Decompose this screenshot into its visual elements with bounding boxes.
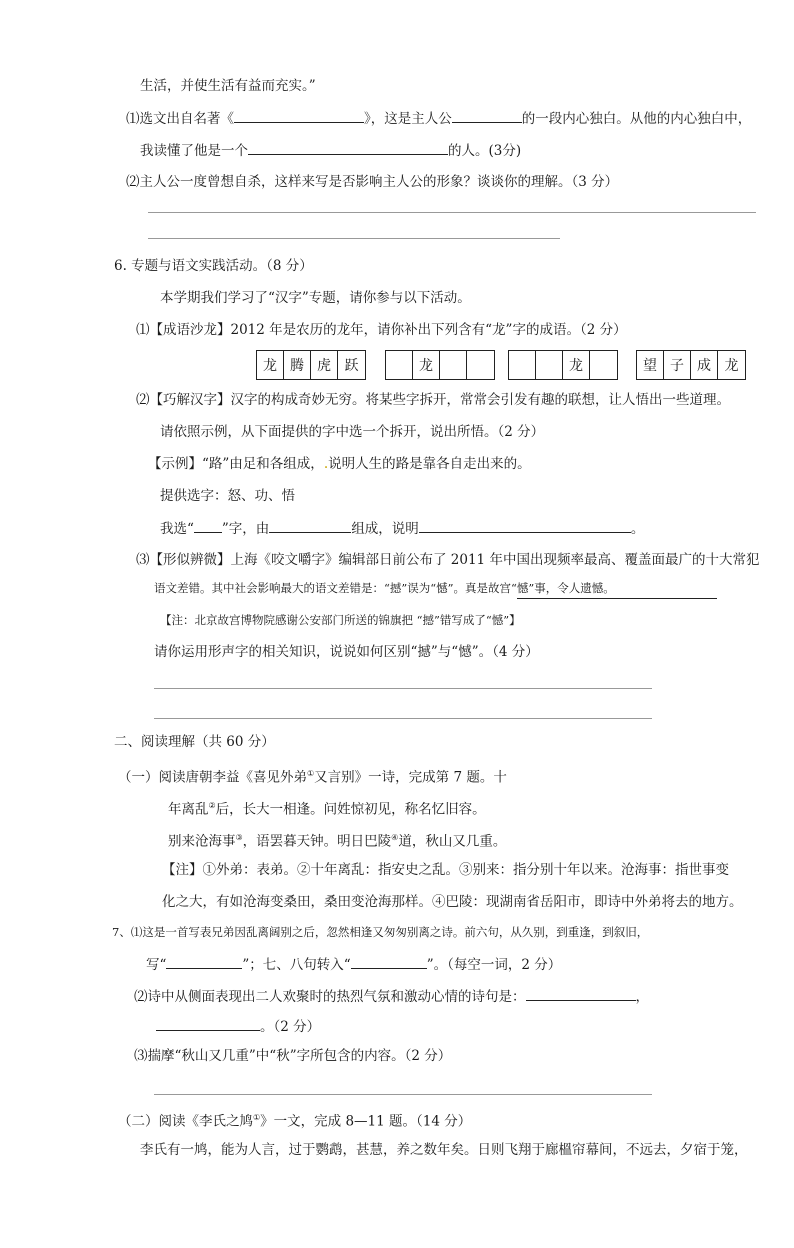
idiom-grid-2 xyxy=(385,350,495,380)
question-1 xyxy=(126,108,751,129)
sub-question-2: ⑵【巧解汉字】汉字的构成奇妙无穷。将某些字拆开，常常会引发有趣的联想，让人悟出一些道理。 xyxy=(136,392,730,408)
grid-cell: 成 xyxy=(691,351,718,379)
q7b-a: 写“ xyxy=(146,957,167,973)
sub-question-3-ask: 请你运用形声字的相关知识，说说如何区别“撼”与“憾”。（4 分） xyxy=(154,644,539,660)
example-text-a: 【示例】“路”由足和各组成， xyxy=(148,456,324,472)
q7c-text: ⑵诗中从侧面表现出二人欢聚时的热烈气氛和激动心情的诗句是： xyxy=(134,989,526,1005)
poem-line-2 xyxy=(168,828,506,852)
footnote-mark: ① xyxy=(307,769,315,778)
q7b-b: ”；七、八句转入“ xyxy=(242,957,351,973)
section-2-title: 二、阅读理解（共 60 分） xyxy=(114,734,275,750)
answer-blank[interactable] xyxy=(526,986,636,1001)
r1-b: 又言别》一诗，完成第 7 题。十 xyxy=(314,769,507,786)
grid-cell: 子 xyxy=(664,351,691,379)
grid-cell: 望 xyxy=(637,351,664,379)
poem1-a: 年离乱 xyxy=(168,801,209,818)
provided-chars: 提供选字：怒、功、悟 xyxy=(160,488,295,504)
sub-question-2-instr: 请依照示例，从下面提供的字中选一个拆开，说出所悟。（2 分） xyxy=(160,424,545,440)
p3b-underlined: 憾”事，令人遗憾。 xyxy=(517,578,717,599)
answer-blank[interactable] xyxy=(419,518,631,533)
grid-cell-blank[interactable] xyxy=(590,351,617,379)
poem2-b: ，语罢暮天钟。明日巴陵 xyxy=(242,833,392,850)
grid-cell: 腾 xyxy=(284,351,311,379)
idiom-grid-1 xyxy=(256,350,366,380)
q1-text-c: 的一段内心独白。从他的内心独白中， xyxy=(521,111,752,127)
r2-a: （二）阅读《李氏之鸠 xyxy=(118,1113,253,1130)
idiom-grid-3 xyxy=(508,350,618,380)
grid-cell: 龙 xyxy=(257,351,284,379)
answer-line[interactable] xyxy=(154,718,652,719)
sub-question-3-cont xyxy=(154,578,717,599)
ans-b: ”字，由 xyxy=(221,521,270,537)
poem2-c: 道，秋山又几重。 xyxy=(398,833,507,850)
question-1-cont xyxy=(140,140,521,161)
grid-cell: 虎 xyxy=(311,351,338,379)
answer-line[interactable] xyxy=(154,688,652,689)
poem2-a: 别来沧海事 xyxy=(168,833,236,850)
question-7-3: ⑶揣摩“秋山又几重”中“秋”字所包含的内容。（2 分） xyxy=(134,1048,452,1064)
poem-notes-1: 【注】①外弟：表弟。②十年离乱：指安史之乱。③别来：指分别十年以来。沧海事：指世事变 xyxy=(162,862,729,878)
poem-line-1 xyxy=(168,796,486,820)
footnote-mark: ③ xyxy=(235,833,243,842)
answer-blank[interactable] xyxy=(269,518,351,533)
q1-text-e: 的人。(3分) xyxy=(448,143,522,159)
r2-b: 》一文，完成 8—11 题。（14 分） xyxy=(260,1113,472,1130)
grid-cell: 龙 xyxy=(413,351,440,379)
answer-line[interactable] xyxy=(148,212,756,213)
answer-blank[interactable] xyxy=(452,108,522,123)
question-7-1: 7、⑴这是一首写表兄弟因乱离阔别之后，忽然相逢又匆匆别离之诗。前六句，从久别，到重逢，到叙旧， xyxy=(112,925,649,939)
answer-blank[interactable] xyxy=(234,108,364,123)
q1-text-a: ⑴选文出自名著《 xyxy=(126,111,234,127)
answer-blank[interactable] xyxy=(194,518,222,533)
section-6-intro: 本学期我们学习了“汉字”专题，请你参与以下活动。 xyxy=(160,290,471,306)
example-text-b: 说明人生的路是靠各自走出来的。 xyxy=(328,456,531,472)
grid-cell-blank[interactable] xyxy=(386,351,413,379)
example-dot: . xyxy=(323,456,329,472)
answer-blank[interactable] xyxy=(248,140,448,155)
poem1-b: 后，长大一相逢。问姓惊初见，称名忆旧容。 xyxy=(215,801,486,818)
reading-2-title xyxy=(118,1108,471,1132)
question-7-2-cont xyxy=(156,1016,320,1037)
grid-cell: 龙 xyxy=(724,358,739,374)
question-7-2 xyxy=(134,986,649,1007)
grid-cell: 龙 xyxy=(563,351,590,379)
question-2: ⑵主人公一度曾想自杀，这样来写是否影响主人公的形象？谈谈你的理解。（3 分） xyxy=(126,174,619,190)
footnote-mark: ② xyxy=(208,801,216,810)
q1-text-b: 》，这是主人公 xyxy=(364,111,452,127)
ans-d: 。 xyxy=(630,521,645,537)
grid-cell-blank[interactable] xyxy=(440,351,467,379)
answer-blank[interactable] xyxy=(166,954,242,969)
question-7-1-cont xyxy=(146,954,561,975)
note: 【注：北京故宫博物院感谢公安部门所送的锦旗把 “撼”错写成了“憾”】 xyxy=(160,613,521,627)
ans-a: 我选“ xyxy=(160,521,194,537)
q7d-text: 。（2 分） xyxy=(260,1019,321,1035)
q7b-c: ”。（每空一词，2 分） xyxy=(426,957,562,973)
p3b-text: 语文差错。其中社会影响最大的语文差错是：“撼”误为“憾”。真是故宫“ xyxy=(154,581,517,595)
footnote-mark: ① xyxy=(253,1113,261,1122)
idiom-grid-4 xyxy=(636,350,746,380)
sub-question-1: ⑴【成语沙龙】2012 年是农历的龙年，请你补出下列含有“龙”字的成语。（2 分） xyxy=(136,322,627,338)
q1-text-d: 我读懂了他是一个 xyxy=(140,143,248,159)
reading-1-title xyxy=(118,764,507,788)
answer-line[interactable] xyxy=(148,238,560,239)
q7c-end: ， xyxy=(635,989,649,1005)
answer-blank[interactable] xyxy=(351,954,427,969)
reading-2-text: 李氏有一鸠，能为人言，过于鹦鹉，甚慧，养之数年矣。日则飞翔于廊榲帘幕间，不远去，夕宿于笼， xyxy=(140,1142,748,1158)
grid-cell-blank[interactable] xyxy=(509,351,536,379)
answer-line[interactable] xyxy=(154,1094,652,1095)
grid-cell-blank[interactable] xyxy=(536,351,563,379)
footnote-mark: ④ xyxy=(391,833,399,842)
answer-blank[interactable] xyxy=(156,1016,260,1031)
grid-cell-blank[interactable] xyxy=(467,351,494,379)
example-line xyxy=(148,454,531,474)
poem-notes-2: 化之大，有如沧海变桑田，桑田变沧海那样。④巴陵：现湖南省岳阳市，即诗中外弟将去的地方。 xyxy=(162,894,743,910)
sub-question-3: ⑶【形似辨微】上海《咬文嚼字》编辑部日前公布了 2011 年中国出现频率最高、覆盖面最广的十大常犯 xyxy=(136,552,760,568)
answer-line-text xyxy=(160,518,644,539)
section-6-title: 6. 专题与语文实践活动。（8 分） xyxy=(114,258,313,274)
r1-a: （一）阅读唐朝李益《喜见外弟 xyxy=(118,769,307,786)
text-line: 生活，并使生活有益而充实。” xyxy=(140,78,316,94)
grid-cell: 跃 xyxy=(344,358,359,374)
ans-c: 组成，说明 xyxy=(351,521,419,537)
